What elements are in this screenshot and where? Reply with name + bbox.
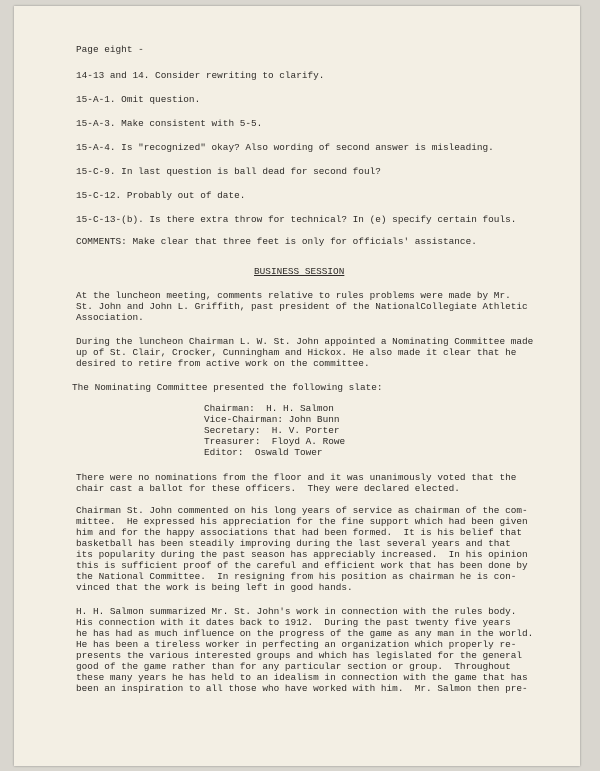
document-text [14,6,580,766]
paragraph-line: H. H. Salmon summarized Mr. St. John's work in connection with the rules body. [76,606,517,617]
comment-line: 15-C-12. Probably out of date. [76,190,246,201]
paragraph-line: these many years he has held to an idealism in connection with the game that has [76,672,528,683]
comment-line: COMMENTS: Make clear that three feet is only for officials' assistance. [76,236,477,247]
slate-entry: Chairman: H. H. Salmon [204,403,334,414]
page-label: Page eight - [76,44,144,55]
paragraph-line: basketball has been steadily improving during the last several years and that [76,538,511,549]
paragraph-line: the National Committee. In resigning from his position as chairman he is con- [76,571,517,582]
paragraph-line: this is sufficient proof of the careful and efficient work that has been done by [76,560,528,571]
slate-entry: Secretary: H. V. Porter [204,425,340,436]
paragraph-line: vinced that the work is being left in good hands. [76,582,353,593]
paragraph-line: At the luncheon meeting, comments relative to rules problems were made by Mr. [76,290,511,301]
paragraph-line: good of the game rather than for any particular section or group. Throughout [76,661,511,672]
paragraph-line: During the luncheon Chairman L. W. St. John appointed a Nominating Committee made [76,336,534,347]
paragraph-line: He has been a tireless worker in perfecting an organization which properly re- [76,639,517,650]
section-title: BUSINESS SESSION [254,266,345,277]
slate-entry: Editor: Oswald Tower [204,447,323,458]
comment-line: 14-13 and 14. Consider rewriting to clarify. [76,70,325,81]
paragraph-line: His connection with it dates back to 1912. During the past twenty five years [76,617,511,628]
comment-line: 15-A-4. Is "recognized" okay? Also wording of second answer is misleading. [76,142,494,153]
paragraph-line: chair cast a ballot for these officers. They were declared elected. [76,483,460,494]
paragraph-line: been an inspiration to all those who have worked with him. Mr. Salmon then pre- [76,683,528,694]
comment-line: 15-A-3. Make consistent with 5-5. [76,118,263,129]
paragraph-line: presents the various interested groups and which has legislated for the general [76,650,523,661]
document-page [14,6,580,766]
slate-entry: Vice-Chairman: John Bunn [204,414,340,425]
paragraph-line: There were no nominations from the floor and it was unanimously voted that the [76,472,517,483]
paragraph-line: up of St. Clair, Crocker, Cunningham and Hickox. He also made it clear that he [76,347,517,358]
paragraph-line: Chairman St. John commented on his long years of service as chairman of the com- [76,505,528,516]
paragraph-line: St. John and John L. Griffith, past president of the NationalCollegiate Athletic [76,301,528,312]
comment-line: 15-C-9. In last question is ball dead for second foul? [76,166,381,177]
comment-line: 15-C-13-(b). Is there extra throw for technical? In (e) specify certain fouls. [76,214,517,225]
paragraph-line: its popularity during the past season has appreciably increased. In his opinion [76,549,528,560]
paragraph-line: he has had as much influence on the progress of the game as any man in the world. [76,628,534,639]
slate-entry: Treasurer: Floyd A. Rowe [204,436,346,447]
paragraph-line: The Nominating Committee presented the following slate: [72,382,383,393]
comment-line: 15-A-1. Omit question. [76,94,201,105]
paragraph-line: him and for the happy associations that had been formed. It is his belief that [76,527,523,538]
paragraph-line: mittee. He expressed his appreciation for the fine support which had been given [76,516,528,527]
paragraph-line: Association. [76,312,144,323]
paragraph-line: desired to retire from active work on the committee. [76,358,370,369]
